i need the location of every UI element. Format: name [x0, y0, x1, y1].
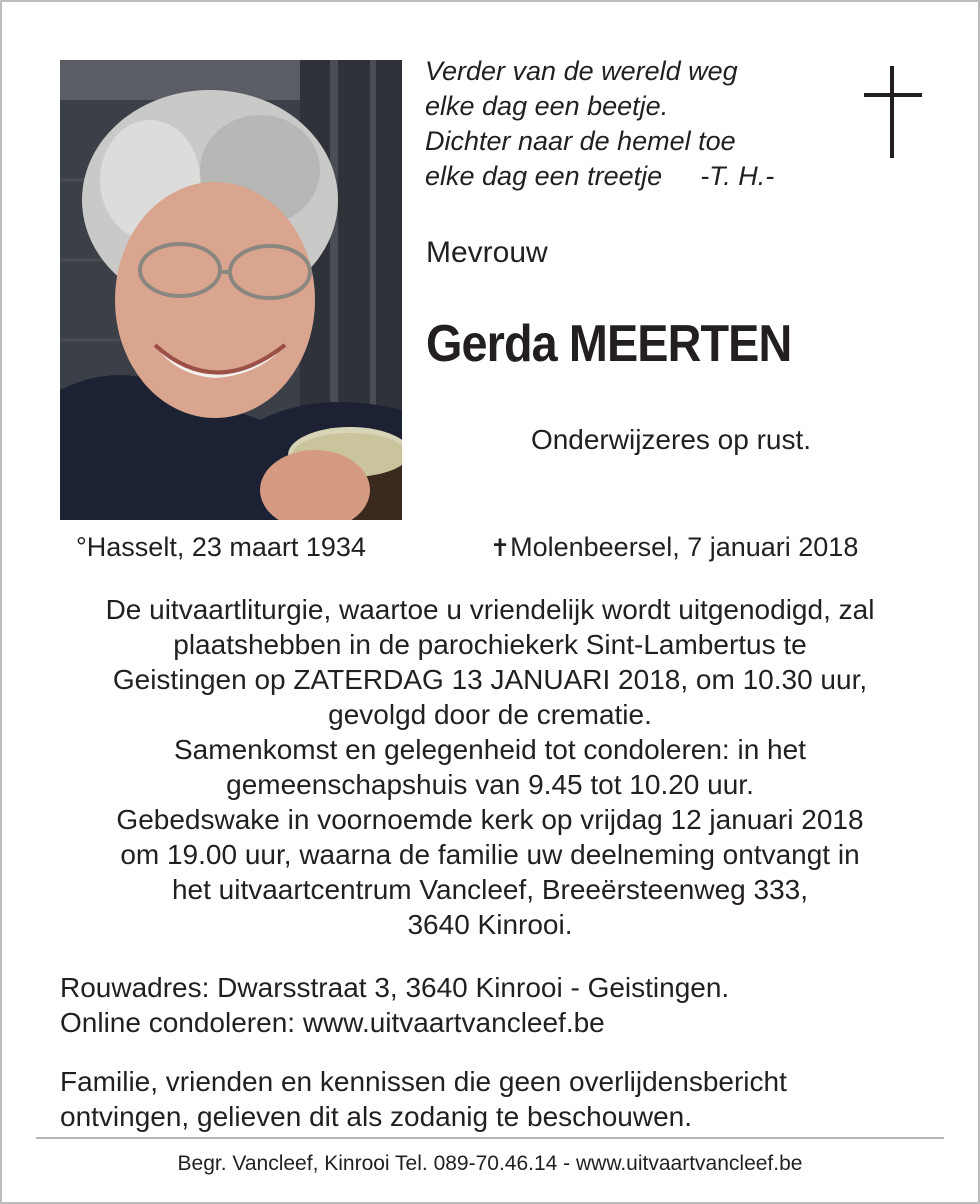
- poem-line: Dichter naar de hemel toe: [425, 126, 736, 156]
- deceased-name: Gerda MEERTEN: [426, 315, 792, 373]
- ceremony-line: het uitvaartcentrum Vancleef, Breeërsteenweg 333,: [171, 874, 809, 905]
- occupation: Onderwijzeres op rust.: [530, 424, 812, 455]
- ceremony-line: Geistingen op ZATERDAG 13 JANUARI 2018, om 10.30 uur,: [112, 664, 868, 695]
- portrait-photo: [60, 60, 402, 520]
- poem-author: -T. H.-: [700, 161, 775, 191]
- ceremony-line: plaatshebben in de parochiekerk Sint-Lambertus te: [173, 629, 807, 660]
- poem-line: elke dag een treetje: [425, 161, 663, 191]
- footer-divider: [36, 1137, 944, 1139]
- online-condolences: Online condoleren: www.uitvaartvancleef.be: [60, 1007, 605, 1038]
- poem-line: elke dag een beetje.: [425, 91, 669, 121]
- ceremony-line: om 19.00 uur, waarna de familie uw deelneming ontvangt in: [120, 839, 860, 870]
- contact-info: [60, 970, 940, 1040]
- mourning-address: Rouwadres: Dwarsstraat 3, 3640 Kinrooi - Geistingen.: [60, 972, 730, 1003]
- poem-line-last: [425, 159, 845, 194]
- ceremony-line: Samenkomst en gelegenheid tot condoleren: in het: [174, 734, 806, 765]
- birth-info: °Hasselt, 23 maart 1934: [76, 532, 366, 562]
- ceremony-line: De uitvaartliturgie, waartoe u vriendelijk wordt uitgenodigd, zal: [105, 594, 875, 625]
- ceremony-line: 3640 Kinrooi.: [407, 909, 573, 940]
- ceremony-line: Gebedswake in voornoemde kerk op vrijdag 12 januari 2018: [116, 804, 864, 835]
- honorific: Mevrouw: [426, 236, 548, 269]
- ceremony-line: gevolgd door de crematie.: [328, 699, 652, 730]
- cross-icon: [864, 66, 922, 158]
- death-cross-icon: ✝: [490, 535, 511, 562]
- notice-text: [60, 1064, 940, 1134]
- notice-line: ontvingen, gelieven dit als zodanig te beschouwen.: [60, 1101, 692, 1132]
- ceremony-line: gemeenschapshuis van 9.45 tot 10.20 uur.: [226, 769, 754, 800]
- notice-line: Familie, vrienden en kennissen die geen overlijdensbericht: [60, 1066, 787, 1097]
- poem-line: Verder van de wereld weg: [425, 56, 738, 86]
- death-info: [490, 532, 858, 563]
- footer-funeral-home: Begr. Vancleef, Kinrooi Tel. 089-70.46.14 - www.uitvaartvancleef.be: [177, 1152, 803, 1175]
- ceremony-text: [40, 592, 940, 942]
- poem: [425, 54, 845, 194]
- death-text: Molenbeersel, 7 januari 2018: [510, 532, 859, 562]
